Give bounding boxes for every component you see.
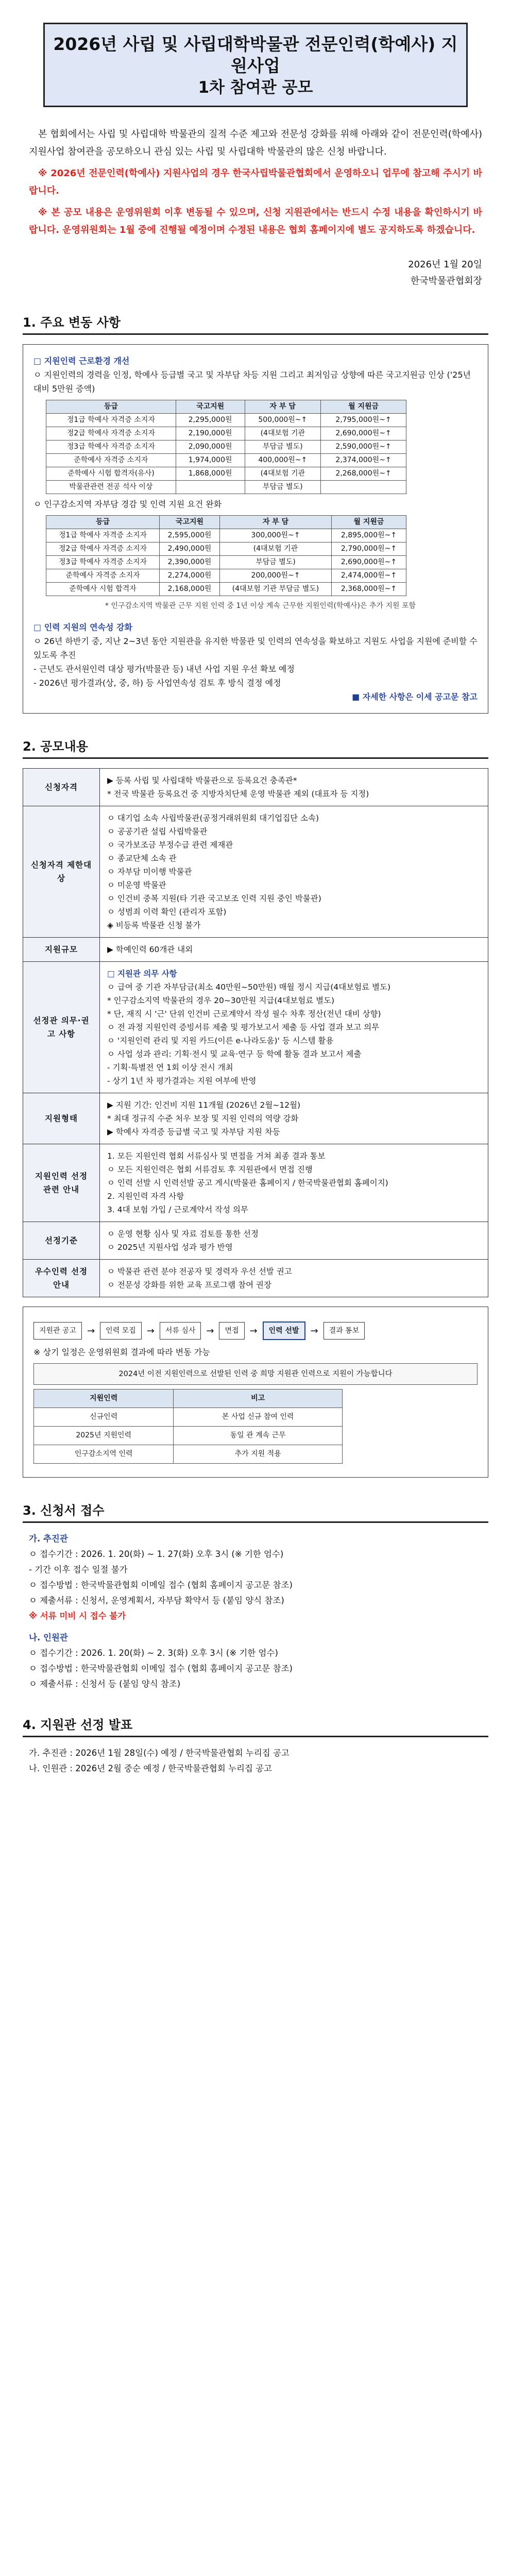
row-line: * 전국 박물관 등록요건 중 지방자치단체 운영 박물관 제외 (대표자 등 지정) [107,789,369,799]
row-header: 신청자격 [23,769,100,806]
section-1-heading: 1. 주요 변동 사항 [23,315,121,330]
selection-flow [33,1321,478,1340]
row-content [100,1144,488,1222]
row-content [100,962,488,1093]
table-cell: 부담금 별도) [245,440,321,454]
title-box [43,23,468,107]
row-line: ㅇ 인력 선발 시 인력선발 공고 게시(박물관 홈페이지 / 한국박물관협회 홈페이지) [107,1178,388,1188]
divider [23,333,488,335]
table-header: 국고지원 [160,516,220,529]
row-header: 지원규모 [23,938,100,962]
change-a-text: ㅇ 지원인력의 경력을 인정, 학예사 등급별 국고 및 자부담 차등 지원 그리고 최저임금 상향에 따른 국고지원금 인상 ('25년 대비 5만원 증액) [33,370,471,394]
table-row [46,440,406,454]
flow-step: 지원관 공고 [33,1322,82,1340]
change-b-heading: □ 인력 지원의 연속성 강화 [33,622,132,632]
submission-a-heading: 가. 추진관 [29,1534,68,1544]
row-line: ㅇ 2025년 지원사업 성과 평가 반영 [107,1243,233,1252]
table-row [23,1144,488,1222]
row-line: * 인구감소지역 박물관의 경우 20~30만원 지급(4대보험료 별도) [107,996,335,1005]
row-header: 지원형태 [23,1093,100,1144]
table-cell: 2,295,000원 [176,414,245,427]
section-2-heading: 2. 공모내용 [23,739,88,754]
intro-notice-1: ※ 2026년 전문인력(학예사) 지원사업의 경우 한국사립박물관협회에서 운영하오니 업무에 참고해 주시기 바랍니다. [29,168,482,196]
table-cell: 2025년 지원인력 [34,1427,174,1445]
table-header: 국고지원 [176,400,245,414]
arrow-icon: → [206,1325,214,1336]
table-cell [321,481,406,494]
table-cell: 박물관관련 전공 석사 이상 [46,481,176,494]
table-cell: 2,268,000원~↑ [321,467,406,481]
announcement-a: 가. 추진관 : 2026년 1월 28일(수) 예정 / 한국박물관협회 누리집 공고 [29,1748,289,1758]
row-header: 지원인력 선정 관련 안내 [23,1144,100,1222]
submission-b-2: ㅇ 접수방법 : 한국박물관협회 이메일 접수 (협회 홈페이지 공고문 참조) [29,1664,293,1673]
arrow-icon: → [87,1325,95,1336]
table-cell: 2,168,000원 [160,583,220,596]
row-line: ㅇ 전 과정 지원인력 증빙서류 제출 및 평가보고서 제출 등 사업 결과 보고 의무 [107,1023,380,1032]
row-content [100,806,488,938]
row-content [100,769,488,806]
table-cell: (4대보험 기관 [245,467,321,481]
intro-notice-2: ※ 본 공모 내용은 운영위원회 이후 변동될 수 있으며, 신청 지원관에서는 반드시 수정 내용을 확인하시기 바랍니다. 운영위원회는 1월 중에 진행될 예정이며 수정된 내용은 협회 홈페이지에 별도 공지하도록 하겠습니다. [29,207,482,235]
table-header: 자 부 담 [220,516,332,529]
flow-box [23,1307,488,1478]
row-line: ▶ 학예인력 60개관 내외 [107,945,193,954]
table-row [46,569,406,583]
table-cell: 정3급 학예사 자격증 소지자 [46,440,176,454]
row-line: ㅇ 공공기관 설립 사립박물관 [107,827,208,836]
table-row [46,543,406,556]
table-cell: 2,474,000원~↑ [331,569,406,583]
table-header: 월 지원금 [331,516,406,529]
intro-paragraph: 본 협회에서는 사립 및 사립대학 박물관의 질적 수준 제고와 전문성 강화를 위해 아래와 같이 전문인력(학예사) 지원사업 참여관을 공모하오니 관심 있는 사립 및 사립대학 박물관의 많은 신청 바랍니다. [29,129,482,157]
table-row [23,938,488,962]
table-cell: 2,690,000원~↑ [331,556,406,569]
table-cell: 2,590,000원~↑ [321,440,406,454]
row-content [100,1093,488,1144]
row-header: 신청자격 제한대상 [23,806,100,938]
salary-note: * 인구감소지역 박물관 근무 지원 인력 중 1년 이상 계속 근무한 지원인력(학예사)은 추가 지원 포함 [105,602,416,610]
submission-b-heading: 나. 인원관 [29,1633,68,1642]
row-line: * 단, 재직 시 '근' 단위 인건비 근로계약서 작성 필수 차후 정산(전년 대비 상향) [107,1009,381,1019]
table-cell: 2,490,000원 [160,543,220,556]
row-line: ㅇ 급여 중 기관 자부담금(최소 40만원~50만원) 매월 정시 지급(4대보험료 별도) [107,982,391,992]
table-cell: 정3급 학예사 자격증 소지자 [46,556,160,569]
row-line: ㅇ 모든 지원인력은 협회 서류검토 후 지원관에서 면접 진행 [107,1165,313,1174]
row-line: ▶ 학예사 자격증 등급별 국고 및 자부담 지원 차등 [107,1127,280,1137]
row-line: ㅇ 미운영 박물관 [107,880,166,890]
table-cell: 정2급 학예사 자격증 소지자 [46,543,160,556]
table-header: 월 지원금 [321,400,406,414]
row-line: ㅇ 운영 현황 심사 및 자료 검토를 통한 선정 [107,1229,259,1239]
submission-a-5: ※ 서류 미비 시 접수 불가 [29,1611,126,1621]
row-line: * 최대 정규직 수준 처우 보장 및 지원 인력의 역량 강화 [107,1114,299,1123]
row-line: - 상기 1년 차 평가결과는 지원 여부에 반영 [107,1076,257,1086]
divider [23,1521,488,1523]
table-header: 등급 [46,400,176,414]
recruitment-table [23,768,488,1297]
arrow-icon: → [310,1325,318,1336]
row-header: 선정관 의무·권고 사항 [23,962,100,1093]
table-cell: 정2급 학예사 자격증 소지자 [46,427,176,440]
table-cell: 추가 지원 적용 [174,1445,343,1464]
table-cell: 200,000원~↑ [220,569,332,583]
table-cell: 부담금 별도) [220,556,332,569]
table-cell: 300,000원~↑ [220,529,332,543]
arrow-icon: → [249,1325,258,1336]
divider [23,757,488,759]
table-header: 지원인력 [34,1389,174,1408]
table-cell: 준학예사 시험 합격자(유사) [46,467,176,481]
row-line: ㅇ 자부담 미이행 박물관 [107,867,192,876]
row-line: ㅇ 국가보조금 부정수급 관련 제재관 [107,840,233,850]
table-row [46,529,406,543]
table-cell: 2,690,000원~↑ [321,427,406,440]
submission-b-1: ㅇ 접수기간 : 2026. 1. 20(화) ~ 2. 3(화) 오후 3시 (※ 기한 엄수) [29,1648,278,1658]
row-line: ◈ 비등록 박물관 신청 불가 [107,921,201,930]
table-row [46,427,406,440]
row-line: ▶ 등록 사립 및 사립대학 박물관으로 등록요건 충족관* [107,776,297,785]
section-3-heading: 3. 신청서 접수 [23,1503,105,1518]
table-cell: 2,595,000원 [160,529,220,543]
table-row [23,962,488,1093]
change-b-text-3: - 2026년 평가결과(상, 중, 하) 등 사업연속성 검토 후 방식 결정 예정 [33,678,281,688]
row-line: ㅇ 종교단체 소속 관 [107,854,177,863]
table-cell: 동일 관 계속 근무 [174,1427,343,1445]
row-line: □ 지원관 의무 사항 [107,969,177,978]
table-cell: (4대보험 기관 [245,427,321,440]
table-cell: 2,090,000원 [176,440,245,454]
row-header: 우수인력 선정 안내 [23,1260,100,1297]
flow-note: ※ 상기 일정은 운영위원회 결과에 따라 변동 가능 [33,1347,210,1357]
table-header: 비고 [174,1389,343,1408]
row-content [100,1222,488,1260]
inner-note: 2024년 이전 지원인력으로 선발된 인력 중 희망 지원관 인력으로 지원이 가능합니다 [33,1363,478,1385]
table-cell [176,481,245,494]
table-header: 등급 [46,516,160,529]
submission-a-4: ㅇ 제출서류 : 신청서, 운영계획서, 자부담 확약서 등 (붙임 양식 참조) [29,1596,284,1605]
flow-step: 서류 심사 [160,1322,201,1340]
personnel-table [33,1389,343,1464]
table-cell: 400,000원~↑ [245,454,321,467]
table-cell: 2,895,000원~↑ [331,529,406,543]
flow-step: 인력 모집 [100,1322,142,1340]
table-row [23,769,488,806]
changes-box [23,344,488,714]
table-cell: 신규인력 [34,1408,174,1427]
table-cell: 2,795,000원~↑ [321,414,406,427]
announcement-b: 나. 인원관 : 2026년 2월 중순 예정 / 한국박물관협회 누리집 공고 [29,1764,272,1773]
change-b-text-2: - 근년도 관서원인력 대상 평가(박물관 등) 내년 사업 지원 우선 확보 예정 [33,664,295,674]
table-cell: 1,974,000원 [176,454,245,467]
change-a-text-2: ㅇ 인구감소지역 자부담 경감 및 인력 지원 요건 완화 [33,499,222,509]
intro-section [29,126,482,239]
salary-table-reduced-area [46,515,406,596]
submission-a-3: ㅇ 접수방법 : 한국박물관협회 이메일 접수 (협회 홈페이지 공고문 참조) [29,1580,293,1590]
row-line: 3. 4대 보험 가입 / 근로계약서 작성 의무 [107,1205,248,1214]
row-line: 2. 지원인력 자격 사항 [107,1192,184,1201]
row-line: ㅇ 박물관 관련 분야 전공자 및 경력자 우선 선발 권고 [107,1267,292,1276]
row-line: ▶ 지원 기간: 인건비 지원 11개월 (2026년 2월~12월) [107,1100,301,1110]
row-line: ㅇ 인건비 중복 지원(타 기관 국고보조 인력 지원 중인 박물관) [107,894,321,903]
row-line: ㅇ 성범죄 이력 확인 (관리자 포함) [107,907,227,917]
page-subtitle: 1차 참여관 공모 [198,78,313,97]
flow-step: 면접 [219,1322,244,1340]
row-line: 1. 모든 지원인력 협회 서류심사 및 면접을 거쳐 최종 결과 통보 [107,1151,326,1161]
row-line: ㅇ 전문성 강화를 위한 교육 프로그램 참여 권장 [107,1280,271,1290]
flow-step: 인력 선발 [263,1321,305,1340]
change-b-reference: ■ 자세한 사항은 이세 공고문 참고 [352,692,478,702]
table-cell: 준학예사 자격증 소지자 [46,454,176,467]
change-b-text-1: ㅇ 26년 하반기 중, 지난 2~3년 동안 지원관을 유지한 박물관 및 인력의 연속성을 확보하고 지원도 사업을 지원에 준비할 수 있도록 추진 [33,636,478,660]
submission-a-2: - 기간 이후 접수 일절 불가 [29,1565,128,1574]
table-row [46,583,406,596]
table-row [23,806,488,938]
table-cell: 2,190,000원 [176,427,245,440]
arrow-icon: → [146,1325,155,1336]
submission-section [29,1531,482,1692]
table-cell: 2,368,000원~↑ [331,583,406,596]
row-line: ㅇ 대기업 소속 사립박물관(공정거래위원회 대기업집단 소속) [107,814,319,823]
table-cell: (4대보험 기관 [220,543,332,556]
row-header: 선정기준 [23,1222,100,1260]
table-cell: 2,790,000원~↑ [331,543,406,556]
table-cell: 부담금 별도) [245,481,321,494]
table-cell: 1,868,000원 [176,467,245,481]
row-line: ㅇ 사업 성과 관리: 기획·전시 및 교육·연구 등 학예 활동 결과 보고서 제출 [107,1049,362,1059]
table-row [23,1260,488,1297]
change-a-heading: □ 지원인력 근로환경 개선 [33,356,130,366]
table-header: 자 부 담 [245,400,321,414]
notice-date: 2026년 1월 20일 [408,259,482,270]
row-content [100,938,488,962]
table-row [34,1408,343,1427]
table-row [23,1222,488,1260]
table-cell: 500,000원~↑ [245,414,321,427]
table-row [46,481,406,494]
row-content [100,1260,488,1297]
table-cell: 준학예사 자격증 소지자 [46,569,160,583]
salary-table [46,400,406,494]
table-cell: 정1급 학예사 자격증 소지자 [46,529,160,543]
table-row [34,1427,343,1445]
notice-org: 한국박물관협회장 [410,276,482,286]
table-cell: (4대보험 기관 부담금 별도) [220,583,332,596]
table-cell: 준학예사 시험 합격자 [46,583,160,596]
signature [29,257,482,290]
table-cell: 본 사업 신규 참여 인력 [174,1408,343,1427]
table-row [23,1093,488,1144]
announcement-section [29,1745,482,1776]
table-row [46,414,406,427]
table-cell: 정1급 학예사 자격증 소지자 [46,414,176,427]
table-cell: 2,274,000원 [160,569,220,583]
table-row [46,556,406,569]
table-row [34,1445,343,1464]
row-line: ㅇ '지원인력 관리 및 지원 카드(이른 e-나라도움)' 등 시스템 활용 [107,1036,334,1045]
table-row [46,467,406,481]
flow-step: 결과 통보 [323,1322,365,1340]
submission-b-3: ㅇ 제출서류 : 신청서 등 (붙임 양식 참조) [29,1679,181,1689]
submission-a-1: ㅇ 접수기간 : 2026. 1. 20(화) ~ 1. 27(화) 오후 3시 (※ 기한 엄수) [29,1549,284,1559]
table-row [46,454,406,467]
table-cell: 인구감소지역 인력 [34,1445,174,1464]
divider [23,1736,488,1737]
row-line: - 기획·특별전 연 1회 이상 전시 개최 [107,1063,233,1072]
page-title: 2026년 사립 및 사립대학박물관 전문인력(학예사) 지원사업 [53,34,458,76]
section-4-heading: 4. 지원관 선정 발표 [23,1718,133,1732]
table-cell: 2,390,000원 [160,556,220,569]
table-cell: 2,374,000원~↑ [321,454,406,467]
